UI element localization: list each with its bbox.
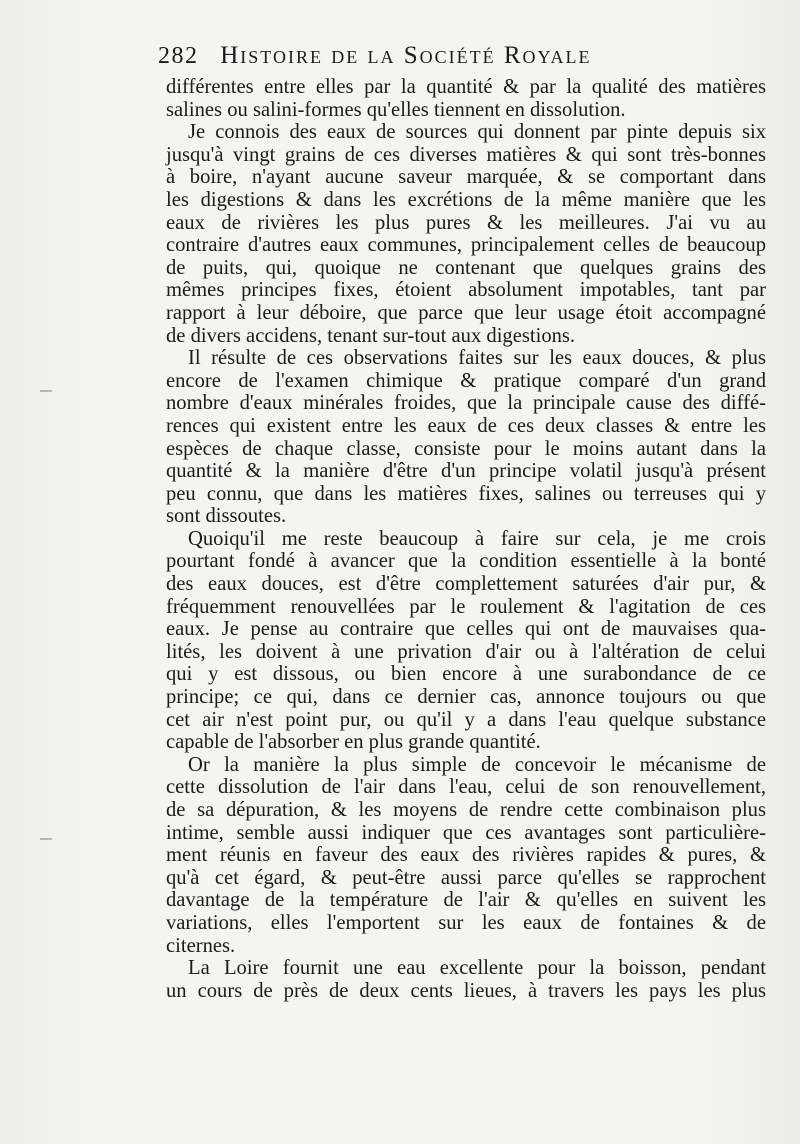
text-line: de puits, qui, quoique ne contenant que quelques grains des <box>166 256 766 279</box>
text-line: différentes entre elles par la quantité & par la qualité des matières <box>166 76 766 98</box>
running-title: Histoire de la Société Royale <box>220 42 592 69</box>
text-line: davantage de la température de l'air & qu'elles en suivent les <box>166 889 766 912</box>
text-line: rapport à leur déboire, que parce que leur usage étoit accompagné <box>166 301 766 324</box>
text-line: rences qui existent entre les eaux de ces deux classes & entre les <box>166 414 766 437</box>
text-line: mêmes principes fixes, étoient absolument impotables, tant par <box>166 279 766 302</box>
text-line: des eaux douces, est d'être complettement saturées d'air pur, & <box>166 573 766 596</box>
text-line: Je connois des eaux de sources qui donnent par pinte depuis six <box>188 121 766 144</box>
margin-mark <box>40 390 52 392</box>
text-line: La Loire fournit une eau excellente pour la boisson, pendant <box>188 957 766 980</box>
text-line: contraire d'autres eaux communes, principalement celles de beaucoup <box>166 234 766 257</box>
text-line: intime, semble aussi indiquer que ces avantages sont particulière- <box>166 821 766 844</box>
text-line: nombre d'eaux minérales froides, que la principale cause des diffé- <box>166 392 766 415</box>
text-line: fréquemment renouvellées par le roulement & l'agitation de ces <box>166 595 766 618</box>
text-line: cet air n'est point pur, ou qu'il y a dans l'eau quelque substance <box>166 708 766 731</box>
text-line: cette dissolution de l'air dans l'eau, celui de son renouvellement, <box>166 776 766 799</box>
text-line: eaux de rivières les plus pures & les meilleures. J'ai vu au <box>166 211 766 234</box>
text-line: citernes. <box>166 934 236 957</box>
text-line: eaux. Je pense au contraire que celles qui ont de mauvaises qua- <box>166 618 766 641</box>
text-line: sont dissoutes. <box>166 505 287 528</box>
text-line: qui y est dissous, ou bien encore à une surabondance de ce <box>166 663 766 686</box>
text-line: principe; ce qui, dans ce dernier cas, annonce toujours ou que <box>166 686 766 709</box>
text-line: Il résulte de ces observations faites sur les eaux douces, & plus <box>188 347 766 370</box>
text-line: quantité & la manière d'être d'un principe volatil jusqu'à présent <box>166 460 766 483</box>
text-line: qu'à cet égard, & peut-être aussi parce qu'elles se rapprochent <box>166 866 766 889</box>
text-line: salines ou salini-formes qu'elles tiennent en dissolution. <box>166 98 626 121</box>
text-line: de divers accidens, tenant sur-tout aux digestions. <box>166 324 576 347</box>
text-line: lités, les doivent à une privation d'air ou à l'altération de celui <box>166 640 766 663</box>
text-line: un cours de près de deux cents lieues, à travers les pays les plus <box>166 979 766 1002</box>
text-line: encore de l'examen chimique & pratique comparé d'un grand <box>166 369 766 392</box>
text-line: jusqu'à vingt grains de ces diverses matières & qui sont très-bonnes <box>166 143 766 166</box>
text-line: de sa dépuration, & les moyens de rendre cette combinaison plus <box>166 799 766 821</box>
text-line: les digestions & dans les excrétions de la même manière que les <box>166 188 766 211</box>
text-line: variations, elles l'emportent sur les eaux de fontaines & de <box>166 911 766 934</box>
text-line: capable de l'absorber en plus grande quantité. <box>166 731 541 754</box>
text-line: pourtant fondé à avancer que la condition essentielle à la bonté <box>166 550 766 573</box>
body-text <box>166 76 766 1002</box>
running-header <box>158 42 718 76</box>
text-line: peu connu, que dans les matières fixes, salines ou terreuses qui y <box>166 482 766 505</box>
text-line: ment réunis en faveur des eaux des rivières rapides & pures, & <box>166 844 766 867</box>
text-line: Or la manière la plus simple de concevoir le mécanisme de <box>188 753 766 776</box>
page-number: 282 <box>158 43 199 69</box>
text-line: à boire, n'ayant aucune saveur marquée, & se comportant dans <box>166 166 766 189</box>
text-line: Quoiqu'il me reste beaucoup à faire sur cela, je me crois <box>188 527 766 550</box>
margin-mark <box>40 838 52 840</box>
text-line: espèces de chaque classe, consiste pour le moins autant dans la <box>166 437 766 460</box>
